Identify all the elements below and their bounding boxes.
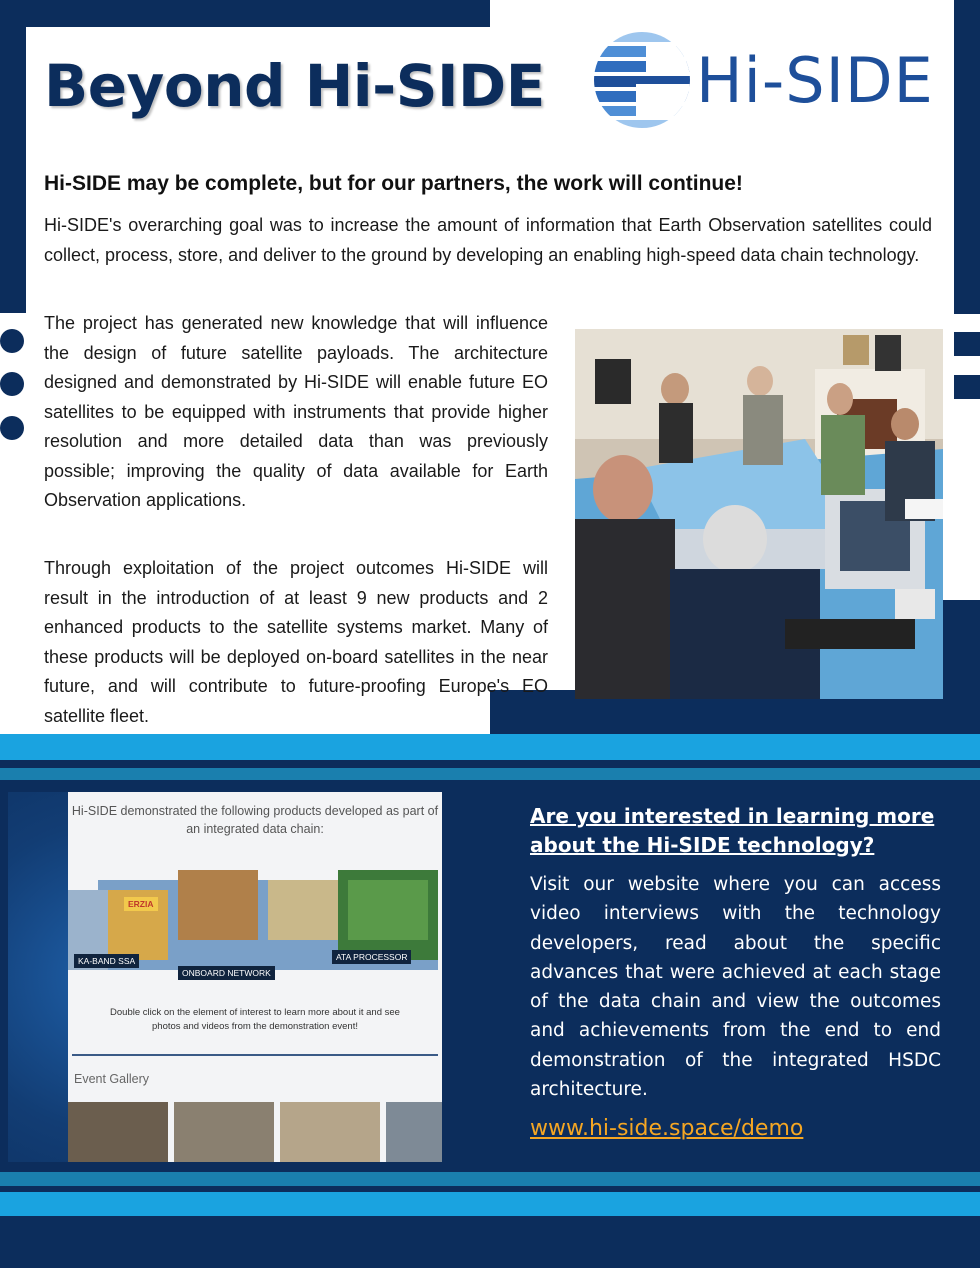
product-label-processor[interactable]: ATA PROCESSOR bbox=[332, 950, 411, 964]
right-decor-square bbox=[954, 290, 980, 314]
knowledge-paragraph: The project has generated new knowledge that will influence the design of future satellite payloads. The architecture designed and demonstrated by Hi-SIDE will enable future EO satellites to be equipped with instruments that provide higher resolution and more detailed data than was previously possible; improving the quality of data available for Earth Observation applications. bbox=[44, 313, 548, 510]
demo-website-screenshot[interactable] bbox=[68, 792, 442, 1162]
cta-question-line: Are you interested in learning more bbox=[530, 804, 935, 828]
product-label-ka-band[interactable]: KA-BAND SSA bbox=[74, 954, 139, 968]
right-decor-square bbox=[954, 375, 980, 399]
demo-website-link[interactable]: www.hi-side.space/demo bbox=[530, 1116, 804, 1141]
divider-stripe bbox=[0, 760, 980, 768]
top-frame-bar bbox=[0, 0, 490, 27]
demo-instruction: Double click on the element of interest to learn more about it and see photos and videos from the demonstration event! bbox=[110, 1007, 400, 1032]
right-frame-bar bbox=[954, 0, 980, 290]
decor-dot bbox=[0, 416, 24, 440]
cta-question bbox=[530, 802, 941, 860]
intro-paragraph: Hi-SIDE's overarching goal was to increase the amount of information that Earth Observation satellites could collect, process, store, and deliver to the ground by developing an enabling high-speed data chain technology. bbox=[44, 215, 932, 265]
brand-label: ERZIA bbox=[124, 897, 158, 911]
demo-heading: Hi-SIDE demonstrated the following products developed as part of an integrated data chain: bbox=[71, 804, 439, 836]
left-frame-bar bbox=[0, 27, 26, 313]
demo-divider bbox=[72, 1054, 438, 1056]
globe-icon bbox=[590, 28, 706, 132]
decor-dot bbox=[0, 329, 24, 353]
divider-stripe bbox=[0, 734, 980, 760]
hi-side-logo bbox=[590, 28, 950, 132]
subheading: Hi-SIDE may be complete, but for our partners, the work will continue! bbox=[44, 172, 743, 195]
cta-question-line: about the Hi-SIDE technology? bbox=[530, 833, 875, 857]
demonstration-photo bbox=[575, 329, 943, 699]
logo-wordmark: Hi-SIDE bbox=[696, 44, 934, 117]
page-title: Beyond Hi-SIDE bbox=[44, 52, 545, 120]
right-decor-square bbox=[954, 332, 980, 356]
gallery-label: Event Gallery bbox=[74, 1072, 150, 1086]
divider-stripe bbox=[0, 768, 980, 780]
footer-stripe bbox=[0, 1172, 980, 1186]
product-label-network[interactable]: ONBOARD NETWORK bbox=[178, 966, 275, 980]
footer-bar bbox=[0, 1216, 980, 1268]
exploitation-paragraph: Through exploitation of the project outcomes Hi-SIDE will result in the introduction of at least 9 new products and 2 enhanced products to the satellite systems market. Many of these products will be deployed on-board satellites in the near future, and will contribute to future-proofing Europe's EO satellite fleet. bbox=[44, 558, 548, 726]
footer-stripe bbox=[0, 1192, 980, 1216]
event-gallery-thumbnails[interactable] bbox=[68, 1102, 442, 1162]
cta-body: Visit our website where you can access video interviews with the technology developers, read about the specific advances that were achieved at each stage of the data chain and view the outcomes and achievements from the end to end demonstration of the integrated HSDC architecture. bbox=[530, 874, 941, 1101]
decor-dot bbox=[0, 372, 24, 396]
